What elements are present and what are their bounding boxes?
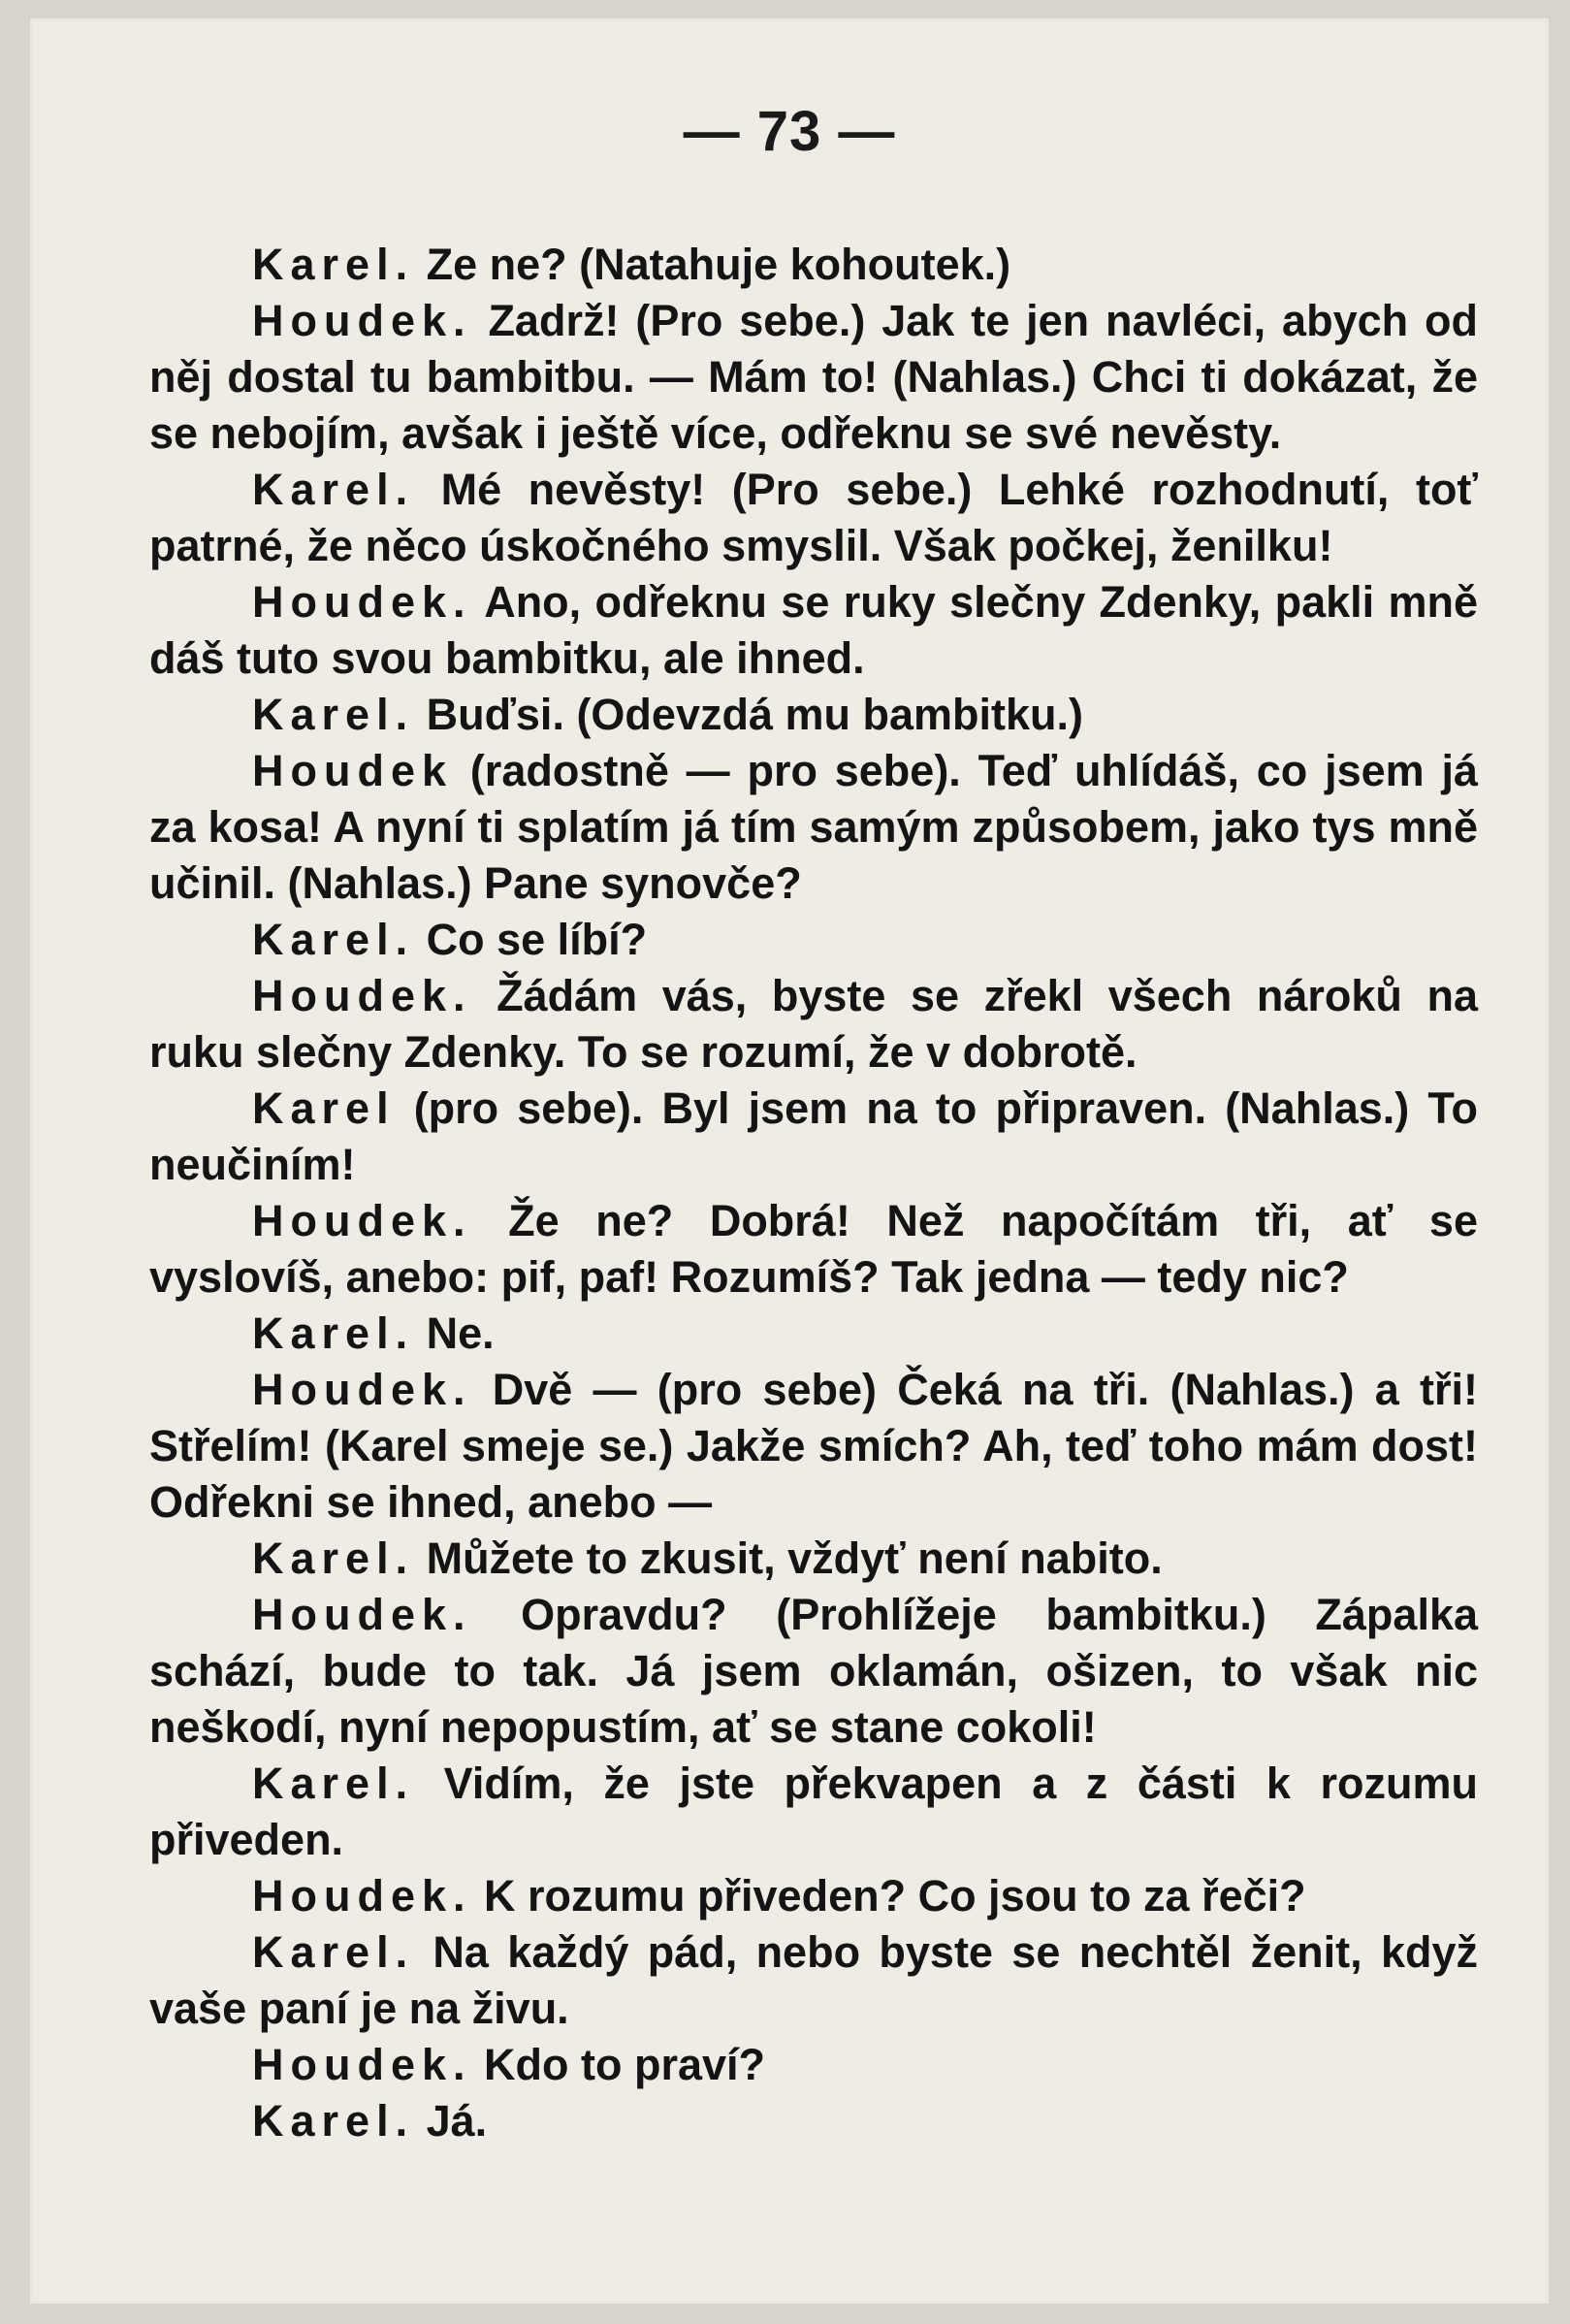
dialogue-line: [149, 1362, 1478, 1531]
speaker-name: Karel.: [252, 1759, 415, 1808]
speaker-name: Houdek.: [252, 296, 472, 345]
speaker-name: Houdek.: [252, 1871, 472, 1921]
dialogue-line: [149, 1081, 1478, 1193]
book-page: [33, 21, 1546, 2301]
line-text: Že ne? Dobrá! Než napočítám tři, ať se vyslovíš, anebo: pif, paf! Rozumíš? Tak jedna — tedy nic?: [149, 1196, 1478, 1302]
speaker-name: Houdek.: [252, 971, 472, 1020]
line-text: (pro sebe). Byl jsem na to připraven. (Nahlas.) To neučiním!: [149, 1083, 1478, 1189]
speaker-name: Houdek: [252, 746, 454, 795]
line-text: Na každý pád, nebo byste se nechtěl ženit, když vaše paní je na živu.: [149, 1927, 1478, 2033]
line-text: Ne.: [414, 1308, 495, 1358]
speaker-name: Karel.: [252, 1927, 415, 1977]
dialogue-line: [149, 912, 1478, 968]
dialogue-line: [149, 462, 1478, 574]
line-text: Buďsi. (Odevzdá mu bambitku.): [414, 690, 1083, 739]
line-text: Vidím, že jste překvapen a z části k rozumu přiveden.: [149, 1759, 1478, 1864]
line-text: K rozumu přiveden? Co jsou to za řeči?: [471, 1871, 1306, 1921]
speaker-name: Karel.: [252, 1308, 415, 1358]
dialogue-line: [149, 743, 1478, 912]
speaker-name: Karel.: [252, 1533, 415, 1583]
dialogue-line: [149, 574, 1478, 687]
speaker-name: Karel.: [252, 465, 415, 514]
speaker-name: Karel.: [252, 690, 415, 739]
dialogue-line: [149, 293, 1478, 462]
dialogue-line: [149, 2037, 1478, 2093]
dialogue-line: [149, 1531, 1478, 1587]
speaker-name: Houdek.: [252, 1365, 472, 1414]
speaker-name: Karel.: [252, 915, 415, 964]
speaker-name: Karel.: [252, 2096, 415, 2146]
dialogue-line: [149, 1587, 1478, 1756]
dialogue-text: [149, 237, 1478, 2149]
line-text: Ze ne? (Natahuje kohoutek.): [414, 240, 1011, 289]
dialogue-line: [149, 1756, 1478, 1868]
line-text: Můžete to zkusit, vždyť není nabito.: [414, 1533, 1163, 1583]
line-text: Co se líbí?: [414, 915, 648, 964]
dialogue-line: [149, 1306, 1478, 1362]
line-text: Já.: [414, 2096, 488, 2146]
line-text: Žádám vás, byste se zřekl všech nároků na ruku slečny Zdenky. To se rozumí, že v dobrotě.: [149, 971, 1478, 1077]
line-text: Ano, odřeknu se ruky slečny Zdenky, pakli mně dáš tuto svou bambitku, ale ihned.: [149, 577, 1478, 683]
dialogue-line: [149, 1193, 1478, 1306]
speaker-name: Karel.: [252, 240, 415, 289]
line-text: Kdo to praví?: [471, 2040, 766, 2089]
dialogue-line: [149, 237, 1478, 293]
line-text: Mé nevěsty! (Pro sebe.) Lehké rozhodnutí, toť patrné, že něco úskočného smyslil. Však počkej, ženilku!: [149, 465, 1478, 570]
page-number: — 73 —: [683, 100, 896, 163]
speaker-name: Karel: [252, 1083, 396, 1133]
line-text: Dvě — (pro sebe) Čeká na tři. (Nahlas.) a tři! Střelím! (Karel smeje se.) Jakže smích? Ah, teď toho mám dost! Odřekni se ihned, anebo —: [149, 1365, 1478, 1527]
dialogue-line: [149, 2093, 1478, 2149]
dialogue-line: [149, 1868, 1478, 1924]
line-text: Opravdu? (Prohlížeje bambitku.) Zápalka schází, bude to tak. Já jsem oklamán, ošizen, to však nic neškodí, nyní nepopustím, ať se stane cokoli!: [149, 1590, 1478, 1752]
speaker-name: Houdek.: [252, 577, 472, 627]
speaker-name: Houdek.: [252, 1196, 472, 1245]
speaker-name: Houdek.: [252, 1590, 472, 1639]
line-text: (radostně — pro sebe). Teď uhlídáš, co jsem já za kosa! A nyní ti splatím já tím samým způsobem, jako tys mně učinil. (Nahlas.) Pane synovče?: [149, 746, 1478, 908]
line-text: Zadrž! (Pro sebe.) Jak te jen navléci, abych od něj dostal tu bambitbu. — Mám to! (Nahlas.) Chci ti dokázat, že se nebojím, avšak i ještě více, odřeknu se své nevěsty.: [149, 296, 1478, 458]
speaker-name: Houdek.: [252, 2040, 472, 2089]
dialogue-line: [149, 968, 1478, 1081]
dialogue-line: [149, 1924, 1478, 2037]
dialogue-line: [149, 687, 1478, 743]
